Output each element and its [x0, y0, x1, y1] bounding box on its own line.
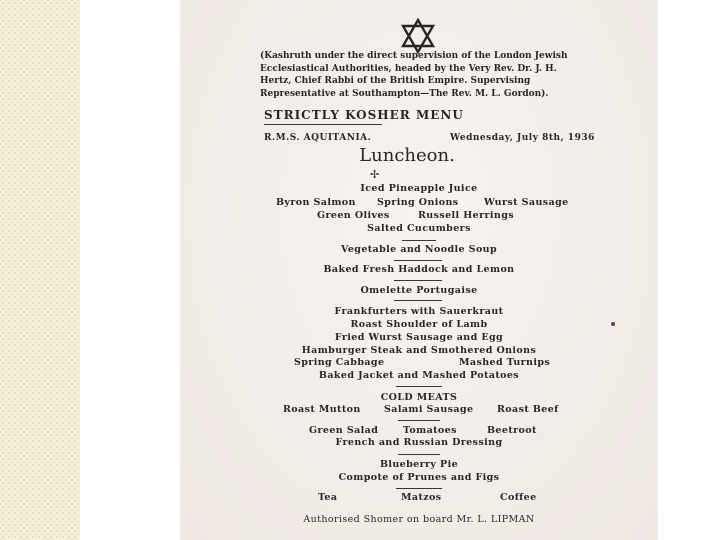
section-divider: [394, 280, 442, 281]
dessert-item: Blueberry Pie: [379, 459, 459, 470]
section-divider: [394, 260, 442, 261]
menu-egg: Omelette Portugaise: [360, 285, 478, 296]
main-course-item: Hamburger Steak and Smothered Onions: [301, 345, 537, 356]
dessert-item: Compote of Prunes and Figs: [338, 472, 500, 483]
dressing-item: French and Russian Dressing: [335, 437, 503, 448]
drink-item: Tea: [318, 492, 338, 503]
pin-mark: [611, 322, 615, 326]
menu-date: Wednesday, July 8th, 1936: [450, 133, 595, 143]
section-divider: [398, 420, 440, 421]
main-course-item: Roast Shoulder of Lamb: [350, 319, 488, 330]
appetizer-item: Wurst Sausage: [484, 197, 569, 208]
menu-footer: Authorised Shomer on board Mr. L. LIPMAN: [303, 514, 535, 525]
section-divider: [398, 454, 440, 455]
decorative-side-strip: [0, 0, 80, 540]
section-divider: [394, 300, 442, 301]
star-of-david-icon: [400, 18, 436, 54]
appetizer-item: Green Olives: [317, 210, 390, 221]
menu-soup: Vegetable and Noodle Soup: [340, 244, 498, 255]
vegetable-item: Mashed Turnips: [459, 357, 551, 368]
menu-title: STRICTLY KOSHER MENU: [264, 108, 464, 122]
appetizer-item: Spring Onions: [377, 197, 459, 208]
cold-meats-title: COLD MEATS: [380, 392, 458, 403]
section-divider: [402, 240, 436, 241]
menu-starter: Iced Pineapple Juice: [360, 183, 478, 194]
section-divider: [396, 386, 442, 387]
potatoes-item: Baked Jacket and Mashed Potatoes: [318, 370, 520, 381]
meal-title: Luncheon.: [359, 145, 455, 166]
main-course-item: Frankfurters with Sauerkraut: [334, 306, 504, 317]
cold-meat-item: Roast Beef: [497, 404, 559, 415]
appetizer-item: Byron Salmon: [276, 197, 356, 208]
salad-item: Tomatoes: [403, 425, 457, 436]
ship-name: R.M.S. AQUITANIA.: [264, 133, 372, 143]
vegetable-item: Spring Cabbage: [294, 357, 385, 368]
appetizer-item: Salted Cucumbers: [367, 223, 471, 234]
drink-item: Matzos: [401, 492, 442, 503]
menu-card: [180, 0, 658, 540]
drink-item: Coffee: [500, 492, 537, 503]
section-divider: [396, 488, 442, 489]
title-underline: [264, 124, 382, 125]
salad-item: Green Salad: [309, 425, 379, 436]
cold-meat-item: Salami Sausage: [384, 404, 474, 415]
cold-meat-item: Roast Mutton: [283, 404, 361, 415]
ornament-mark: ✢: [370, 168, 380, 181]
main-course-item: Fried Wurst Sausage and Egg: [334, 332, 504, 343]
menu-fish: Baked Fresh Haddock and Lemon: [323, 264, 515, 275]
salad-item: Beetroot: [487, 425, 537, 436]
appetizer-item: Russell Herrings: [418, 210, 515, 221]
kashruth-note: (Kashruth under the direct supervision of the London Jewish Ecclesiastical Authorities, headed by the Very Rev. Dr. J. H. Hertz, Chief Rabbi of the British Empire. Supervising Representative at Southampton—The Rev. M. L. Gordon).: [260, 51, 568, 99]
